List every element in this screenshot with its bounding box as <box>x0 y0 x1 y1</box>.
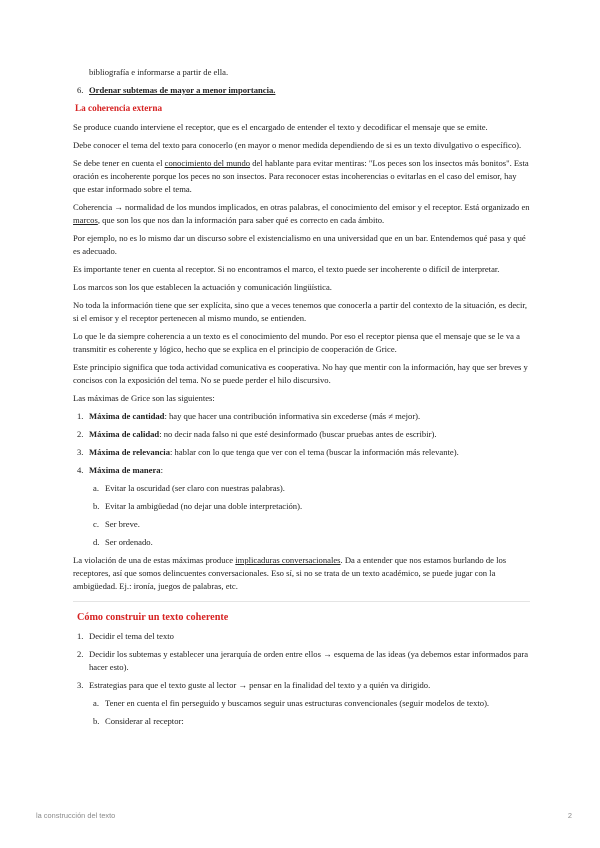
text-run: del hablante para evitar mentiras: "Los peces son los insectos más bonitos". Esta oración es incoherente porque los peces no son insectos. Para reconocer estas incoherencias o evitarlas en el caso del emisor, hay que estar informado sobre el tema. <box>73 158 529 194</box>
sub-item-text: Considerar al receptor: <box>105 716 184 726</box>
list-number: 3. <box>77 680 84 690</box>
paragraph: Este principio significa que toda actividad comunicativa es cooperativa. No hay que mentir con la información, hay que ser breves y concisos con la exposición del tema. No se puede perder el hilo discursivo. <box>73 362 528 385</box>
sub-item-text: Ser ordenado. <box>105 537 153 547</box>
section-heading-texto-coherente: Cómo construir un texto coherente <box>77 612 229 623</box>
maxima-title: Máxima de relevancia <box>89 447 170 457</box>
maxima-title: Máxima de calidad <box>89 429 160 439</box>
list-number: 3. <box>77 447 84 457</box>
footer-title: la construcción del texto <box>36 811 116 820</box>
maxima-description: : hablar con lo que tenga que ver con el tema (buscar la información más relevante). <box>170 447 459 457</box>
section-divider <box>73 601 530 602</box>
text-run: Coherencia → normalidad de los mundos implicados, en otras palabras, el conocimiento del emisor y el receptor. Está organizado en <box>73 202 530 212</box>
steps-sub-item <box>89 715 530 728</box>
list-number: 1. <box>77 411 84 421</box>
sub-item-text: Evitar la ambigüedad (no dejar una doble interpretación). <box>105 501 303 511</box>
sub-item-text: Tener en cuenta el fin perseguido y buscamos seguir unas estructuras convencionales (seguir modelos de texto). <box>105 698 490 708</box>
list-item-text: Decidir los subtemas y establecer una jerarquía de orden entre ellos → esquema de las ideas (ya debemos estar informados para hacer esto). <box>89 649 529 672</box>
list-letter: b. <box>93 716 100 726</box>
page-number: 2 <box>567 811 572 820</box>
list-item-text: Decidir el tema del texto <box>89 631 174 641</box>
paragraph: Las máximas de Grice son las siguientes: <box>73 393 215 403</box>
page-content <box>73 66 530 733</box>
steps-sub-item <box>89 697 530 710</box>
paragraph <box>73 554 530 593</box>
list-letter: d. <box>93 537 100 547</box>
list-number: 6. <box>77 85 84 95</box>
paragraph: Es importante tener en cuenta al receptor. Si no encontramos el marco, el texto puede ser incoherente o difícil de interpretar. <box>73 264 500 274</box>
list-number: 2. <box>77 429 84 439</box>
maxima-list-item <box>73 410 530 423</box>
maxima-list-item <box>73 428 530 441</box>
maxima-list-item <box>73 464 530 477</box>
manera-sub-item <box>89 482 530 495</box>
list-item-text: Ordenar subtemas de mayor a menor importancia. <box>89 85 276 95</box>
steps-list-item <box>73 630 530 643</box>
text-run: , que son los que nos dan la información para saber qué es correcto en cada ámbito. <box>97 215 385 225</box>
maxima-list-item <box>73 446 530 459</box>
list-number: 1. <box>77 631 84 641</box>
underlined-term: marcos <box>73 215 98 225</box>
list-number: 2. <box>77 649 84 659</box>
continued-list-text: bibliografía e informarse a partir de ella. <box>89 67 229 77</box>
sub-item-text: Evitar la oscuridad (ser claro con nuestras palabras). <box>105 483 285 493</box>
maxima-description: : no decir nada falso ni que esté desinformado (buscar pruebas antes de escribir). <box>159 429 437 439</box>
paragraph: Por ejemplo, no es lo mismo dar un discurso sobre el existencialismo en una universidad que en un bar. Entendemos qué pasa y qué es adecuado. <box>73 233 526 256</box>
list-letter: c. <box>93 519 99 529</box>
maxima-title: Máxima de manera <box>89 465 161 475</box>
manera-sub-item <box>89 500 530 513</box>
paragraph <box>73 201 530 227</box>
steps-list-item <box>73 648 530 674</box>
list-item-text: Estrategias para que el texto guste al lector → pensar en la finalidad del texto y a quién va dirigido. <box>89 680 431 690</box>
sub-item-text: Ser breve. <box>105 519 140 529</box>
steps-list-item <box>73 679 530 692</box>
list-letter: a. <box>93 483 99 493</box>
text-run: . Da a entender que nos estamos burlando de los receptores, así que somos delincuentes conversacionales. Eso sí, si no se trata de un texto académico, se puede jugar con la ambigüedad. Ej.: ironía, juegos de palabras, etc. <box>73 555 507 591</box>
list-number: 4. <box>77 465 84 475</box>
text-run: La violación de una de estas máximas produce <box>73 555 236 565</box>
list-item-6 <box>73 84 530 97</box>
list-letter: b. <box>93 501 100 511</box>
maxima-description: : hay que hacer una contribución informativa sin excederse (más ≠ mejor). <box>164 411 421 421</box>
text-run: Se debe tener en cuenta el <box>73 158 165 168</box>
section-heading-coherencia-externa: La coherencia externa <box>75 103 163 113</box>
manera-sub-item <box>89 518 530 531</box>
manera-sub-item <box>89 536 530 549</box>
underlined-term: implicaduras conversacionales <box>235 555 341 565</box>
paragraph: Lo que le da siempre coherencia a un texto es el conocimiento del mundo. Por eso el receptor piensa que el mensaje que se le va a transmitir es coherente y lógico, hecho que se explica en el principio de cooperación de Grice. <box>73 331 520 354</box>
maxima-description: : <box>160 465 163 475</box>
paragraph <box>73 157 530 196</box>
maxima-title: Máxima de cantidad <box>89 411 165 421</box>
underlined-term: conocimiento del mundo <box>164 158 251 168</box>
paragraph: No toda la información tiene que ser explícita, sino que a veces tenemos que conocerla a partir del contexto de la situación, es decir, si el emisor y el receptor pertenecen al mismo mundo, se entienden. <box>73 300 527 323</box>
paragraph: Debe conocer el tema del texto para conocerlo (en mayor o menor medida dependiendo de si es un texto divulgativo o específico). <box>73 140 522 150</box>
paragraph: Los marcos son los que establecen la actuación y comunicación lingüística. <box>73 282 332 292</box>
list-letter: a. <box>93 698 99 708</box>
paragraph: Se produce cuando interviene el receptor, que es el encargado de entender el texto y decodificar el mensaje que se emite. <box>73 122 488 132</box>
